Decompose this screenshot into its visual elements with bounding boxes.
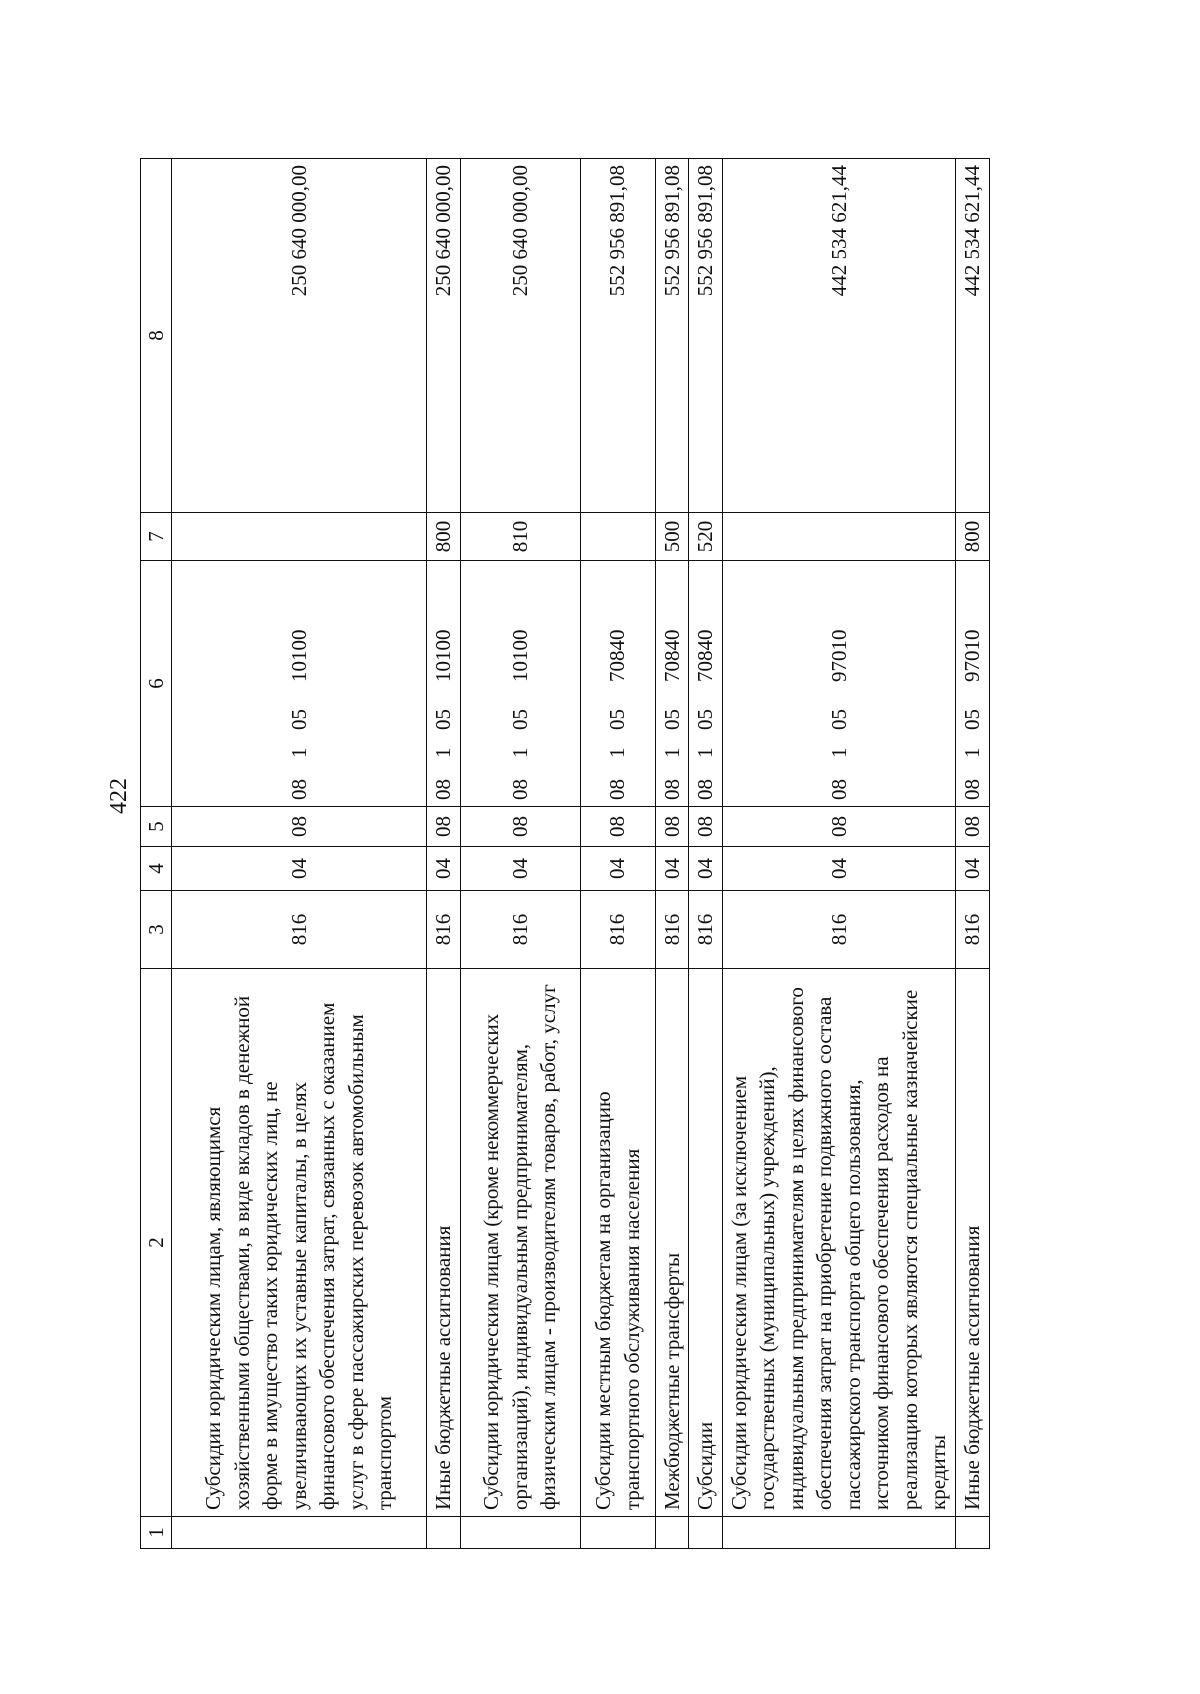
section-code-cell: 04 [655, 847, 689, 891]
subsection-code-cell: 08 [172, 807, 427, 847]
header-cell: 6 [141, 561, 172, 807]
amount-cell: 552 956 891,08 [689, 159, 723, 513]
target-article-part: 05 [659, 709, 684, 730]
table-row [689, 159, 723, 1549]
table-row [172, 159, 427, 1549]
target-article-part: 05 [693, 709, 718, 730]
amount-cell: 552 956 891,08 [655, 159, 689, 513]
target-article-part: 1 [693, 747, 718, 758]
target-article-part: 08 [431, 779, 455, 800]
target-article-part: 97010 [960, 629, 985, 682]
target-article-part: 1 [605, 747, 630, 758]
grbs-code-cell: 816 [956, 891, 990, 969]
target-article-part: 70840 [605, 629, 630, 682]
target-article-part: 10100 [507, 629, 532, 682]
target-article-part: 1 [507, 747, 532, 758]
target-article-cell [460, 561, 580, 807]
target-article-part: 70840 [659, 629, 684, 682]
expense-name-cell: Субсидии местным бюджетам на организацию транспортного обслуживания населения [580, 969, 655, 1517]
target-article-part: 10100 [286, 629, 311, 682]
target-article-part: 05 [826, 709, 851, 730]
subsection-code-cell: 08 [655, 807, 689, 847]
amount-cell: 250 640 000,00 [172, 159, 427, 513]
subsection-code-cell: 08 [580, 807, 655, 847]
grbs-code-cell: 816 [655, 891, 689, 969]
table-row [580, 159, 655, 1549]
target-article-part: 05 [605, 709, 630, 730]
grbs-code-cell: 816 [689, 891, 723, 969]
row-number-cell [956, 1517, 990, 1549]
expense-name-cell: Иные бюджетные ассигнования [427, 969, 461, 1517]
row-number-cell [722, 1517, 955, 1549]
header-cell: 4 [141, 847, 172, 891]
target-article-cell [172, 561, 427, 807]
table-row [460, 159, 580, 1549]
target-article-part: 08 [960, 779, 985, 800]
target-article-cell [580, 561, 655, 807]
header-cell: 1 [141, 1517, 172, 1549]
expense-name-cell: Иные бюджетные ассигнования [956, 969, 990, 1517]
section-code-cell: 04 [172, 847, 427, 891]
expense-type-cell: 500 [655, 513, 689, 561]
header-cell: 8 [141, 159, 172, 513]
section-code-cell: 04 [580, 847, 655, 891]
table-row [956, 159, 990, 1549]
subsection-code-cell: 08 [956, 807, 990, 847]
target-article-part: 08 [659, 779, 684, 800]
grbs-code-cell: 816 [460, 891, 580, 969]
amount-cell: 552 956 891,08 [580, 159, 655, 513]
target-article-part: 1 [826, 747, 851, 758]
target-article-part: 1 [431, 747, 455, 758]
section-code-cell: 04 [427, 847, 461, 891]
target-article-part: 10100 [431, 629, 455, 682]
amount-cell: 250 640 000,00 [427, 159, 461, 513]
expense-name-cell: Субсидии юридическим лицам (за исключением государственных (муниципальных) учреждений), индивидуальным предпринимателям в целях финансового обеспечения затрат на приобретение подвижного состава пассажирского транспорта общего пользования, источником финансового обеспечения расходов на реализацию которых являются специальные казначейские кредиты [722, 969, 955, 1517]
page-number: 422 [106, 778, 132, 814]
target-article-part: 08 [605, 779, 630, 800]
target-article-part: 08 [693, 779, 718, 800]
target-article-cell [722, 561, 955, 807]
amount-cell: 250 640 000,00 [460, 159, 580, 513]
table-row [722, 159, 955, 1549]
subsection-code-cell: 08 [722, 807, 955, 847]
table-row [655, 159, 689, 1549]
grbs-code-cell: 816 [427, 891, 461, 969]
expense-name-cell: Межбюджетные трансферты [655, 969, 689, 1517]
section-code-cell: 04 [689, 847, 723, 891]
row-number-cell [172, 1517, 427, 1549]
expense-name-cell: Субсидии юридическим лицам, являющимся хозяйственными обществами, в виде вкладов в денежной форме в имущество таких юридических лиц, не увеличивающих их уставные капиталы, в целях финансового обеспечения затрат, связанных с оказанием услуг в сфере пассажирских перевозок автомобильным транспортом [172, 969, 427, 1517]
header-cell: 2 [141, 969, 172, 1517]
target-article-cell [427, 561, 461, 807]
target-article-part: 97010 [826, 629, 851, 682]
expense-type-cell [722, 513, 955, 561]
target-article-part: 05 [960, 709, 985, 730]
target-article-part: 1 [659, 747, 684, 758]
target-article-part: 70840 [693, 629, 718, 682]
subsection-code-cell: 08 [460, 807, 580, 847]
row-number-cell [427, 1517, 461, 1549]
target-article-cell [689, 561, 723, 807]
grbs-code-cell: 816 [722, 891, 955, 969]
target-article-cell [956, 561, 990, 807]
target-article-part: 08 [286, 779, 311, 800]
row-number-cell [689, 1517, 723, 1549]
table-row [427, 159, 461, 1549]
subsection-code-cell: 08 [427, 807, 461, 847]
budget-table [140, 158, 990, 1549]
target-article-part: 1 [960, 747, 985, 758]
row-number-cell [655, 1517, 689, 1549]
subsection-code-cell: 08 [689, 807, 723, 847]
grbs-code-cell: 816 [172, 891, 427, 969]
target-article-part: 05 [507, 709, 532, 730]
amount-cell: 442 534 621,44 [722, 159, 955, 513]
expense-type-cell [172, 513, 427, 561]
table-header-row [141, 159, 172, 1549]
target-article-part: 08 [507, 779, 532, 800]
header-cell: 7 [141, 513, 172, 561]
target-article-part: 08 [826, 779, 851, 800]
grbs-code-cell: 816 [580, 891, 655, 969]
target-article-cell [655, 561, 689, 807]
header-cell: 5 [141, 807, 172, 847]
target-article-part: 1 [286, 747, 311, 758]
expense-type-cell: 810 [460, 513, 580, 561]
target-article-part: 05 [286, 709, 311, 730]
section-code-cell: 04 [956, 847, 990, 891]
row-number-cell [460, 1517, 580, 1549]
expense-type-cell [580, 513, 655, 561]
row-number-cell [580, 1517, 655, 1549]
target-article-part: 05 [431, 709, 455, 730]
expense-name-cell: Субсидии [689, 969, 723, 1517]
expense-type-cell: 520 [689, 513, 723, 561]
expense-type-cell: 800 [427, 513, 461, 561]
expense-type-cell: 800 [956, 513, 990, 561]
section-code-cell: 04 [460, 847, 580, 891]
section-code-cell: 04 [722, 847, 955, 891]
expense-name-cell: Субсидии юридическим лицам (кроме некоммерческих организаций), индивидуальным предпринимателям, физическим лицам - производителям товаров, работ, услуг [460, 969, 580, 1517]
header-cell: 3 [141, 891, 172, 969]
amount-cell: 442 534 621,44 [956, 159, 990, 513]
